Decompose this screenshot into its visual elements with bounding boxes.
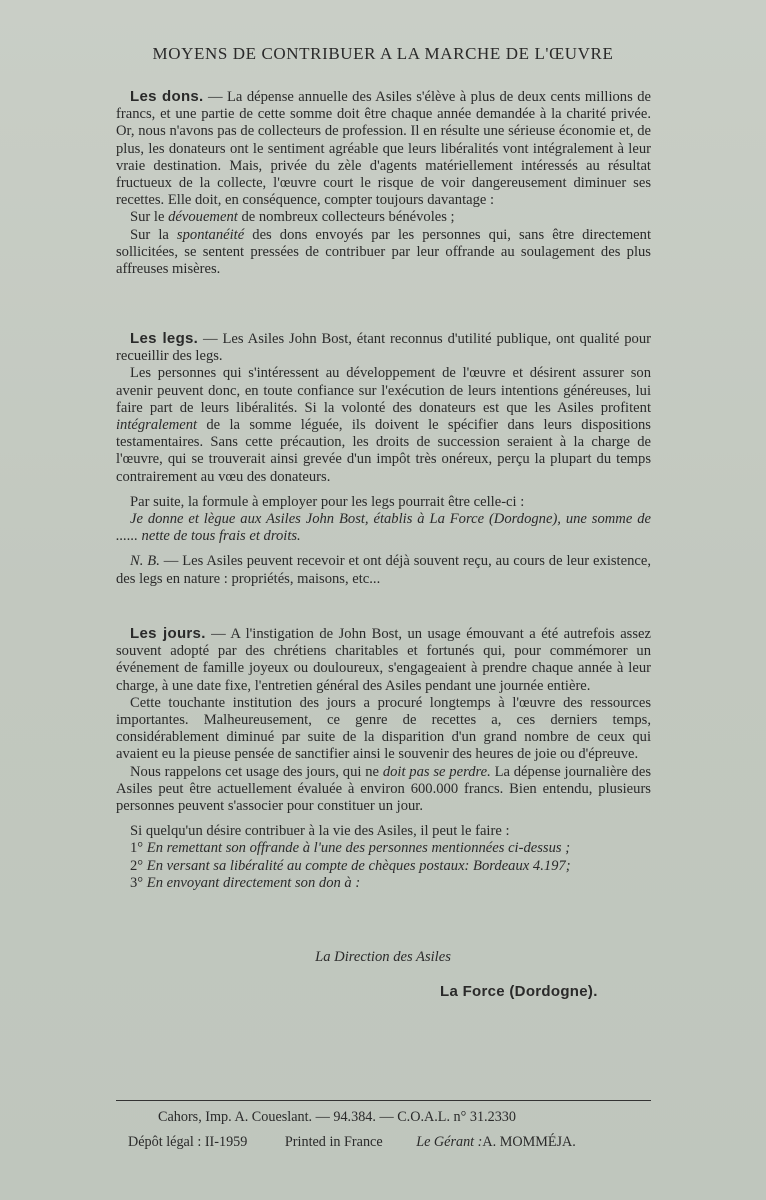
footer-depot: Dépôt légal : II-1959 [128, 1134, 248, 1150]
page-title: MOYENS DE CONTRIBUER A LA MARCHE DE L'ŒUVRE [152, 44, 614, 63]
footer-printer-line: Cahors, Imp. A. Coueslant. — 94.384. — C.O.A.L. n° 31.2330 [158, 1109, 516, 1125]
legs-nb: N. B. — Les Asiles peuvent recevoir et ont déjà souvent reçu, au cours de leur existence, des legs en nature : propriétés, maisons, etc... [116, 553, 651, 587]
section-legs [116, 330, 651, 588]
contribute-item-1: 1° En remettant son offrande à l'une des personnes mentionnées ci-dessus ; [130, 840, 571, 857]
contribute-item-3: 3° En envoyant directement son don à : [130, 874, 361, 891]
contribute-item-2: 2° En versant sa libéralité au compte de chèques postaux: Bordeaux 4.197; [130, 857, 571, 874]
legs-formula-intro: Par suite, la formule à employer pour les legs pourrait être celle-ci : [130, 493, 525, 510]
legs-paragraph-2: Les personnes qui s'intéressent au développement de l'œuvre et désirent assurer son avenir peuvent donc, en toute confiance sur l'exécution de leurs intentions généreuses, lui faire part de leurs libéralités. Si la volonté des donateurs est que les Asiles profitent intégralement de la somme léguée, ils doivent le spécifier dans leurs dispositions testamentaires. Sans cette précaution, les droits de succession seraient à la charge de l'œuvre, qui se trouverait ainsi grevée d'un impôt très onéreux, perçu la plupart du temps contrairement au vœu des donateurs. [116, 365, 651, 485]
legs-paragraph-1: Les legs. — Les Asiles John Bost, étant reconnus d'utilité publique, ont qualité pour recueillir des legs. [116, 330, 651, 365]
dons-paragraph-3: Sur la spontanéité des dons envoyés par les personnes qui, sans être directement sollicitées, se sentent pressées de contribuer par leur offrande au soulagement des plus affreuses misères. [116, 226, 651, 278]
contribute-intro: Si quelqu'un désire contribuer à la vie des Asiles, il peut le faire : [130, 823, 510, 840]
footer-gerant: Le Gérant :A. MOMMÉJA. [416, 1134, 576, 1150]
footer-divider [116, 1100, 651, 1101]
legs-formula: Je donne et lègue aux Asiles John Bost, établis à La Force (Dordogne), une somme de ...... nette de tous frais et droits. [116, 511, 651, 545]
dons-heading: Les dons. [130, 88, 204, 105]
jours-paragraph-3: Nous rappelons cet usage des jours, qui ne doit pas se perdre. La dépense journalière des Asiles peut être actuellement évaluée à environ 600.000 francs. Bien entendu, plusieurs personnes peuvent s'associer pour constituer un jour. [116, 763, 652, 815]
footer-printed: Printed in France [284, 1134, 383, 1150]
section-dons [116, 88, 651, 278]
footer-legal-line [128, 1134, 648, 1151]
dons-paragraph-1: Les dons. — La dépense annuelle des Asiles s'élève à plus de deux cents millions de francs, et une partie de cette somme doit être chaque année demandée à la charité privée. Or, nous n'avons pas de collecteurs de profession. Il en résulte une sérieuse économie et, de plus, les donateurs ont le sentiment agréable que leurs libéralités vont intégralement à leur vraie destination. Mais, privée du zèle d'agents matériellement intéressés au résultat fructueux de la collecte, l'œuvre court le risque de voir dangereusement diminuer ses recettes. Elle doit, en conséquence, compter toujours davantage : [116, 88, 651, 209]
legs-heading: Les legs. [130, 330, 199, 347]
signature-place: La Force (Dordogne). [440, 983, 598, 1000]
jours-paragraph-1: Les jours. — A l'instigation de John Bost, un usage émouvant a été autrefois assez souvent adopté par des chrétiens charitables et fortunés qui, pour commémorer un événement de famille joyeux ou douloureux, s'engageaient à prendre chaque année à leur charge, à une date fixe, l'entretien général des Asiles pendant une journée entière. [116, 625, 651, 694]
jours-heading: Les jours. [130, 625, 206, 642]
jours-paragraph-2: Cette touchante institution des jours a procuré longtemps à l'œuvre des ressources importantes. Malheureusement, ce genre de recettes a, ces derniers temps, considérablement diminué par suite de la disparition d'un grand nombre de ceux qui avaient eu la pieuse pensée de sanctifier ainsi le souvenir des heures de joie ou d'épreuve. [116, 694, 651, 763]
section-jours [116, 625, 651, 892]
dons-paragraph-2: Sur le dévouement de nombreux collecteurs bénévoles ; [130, 209, 455, 226]
signature-direction: La Direction des Asiles [315, 949, 451, 965]
